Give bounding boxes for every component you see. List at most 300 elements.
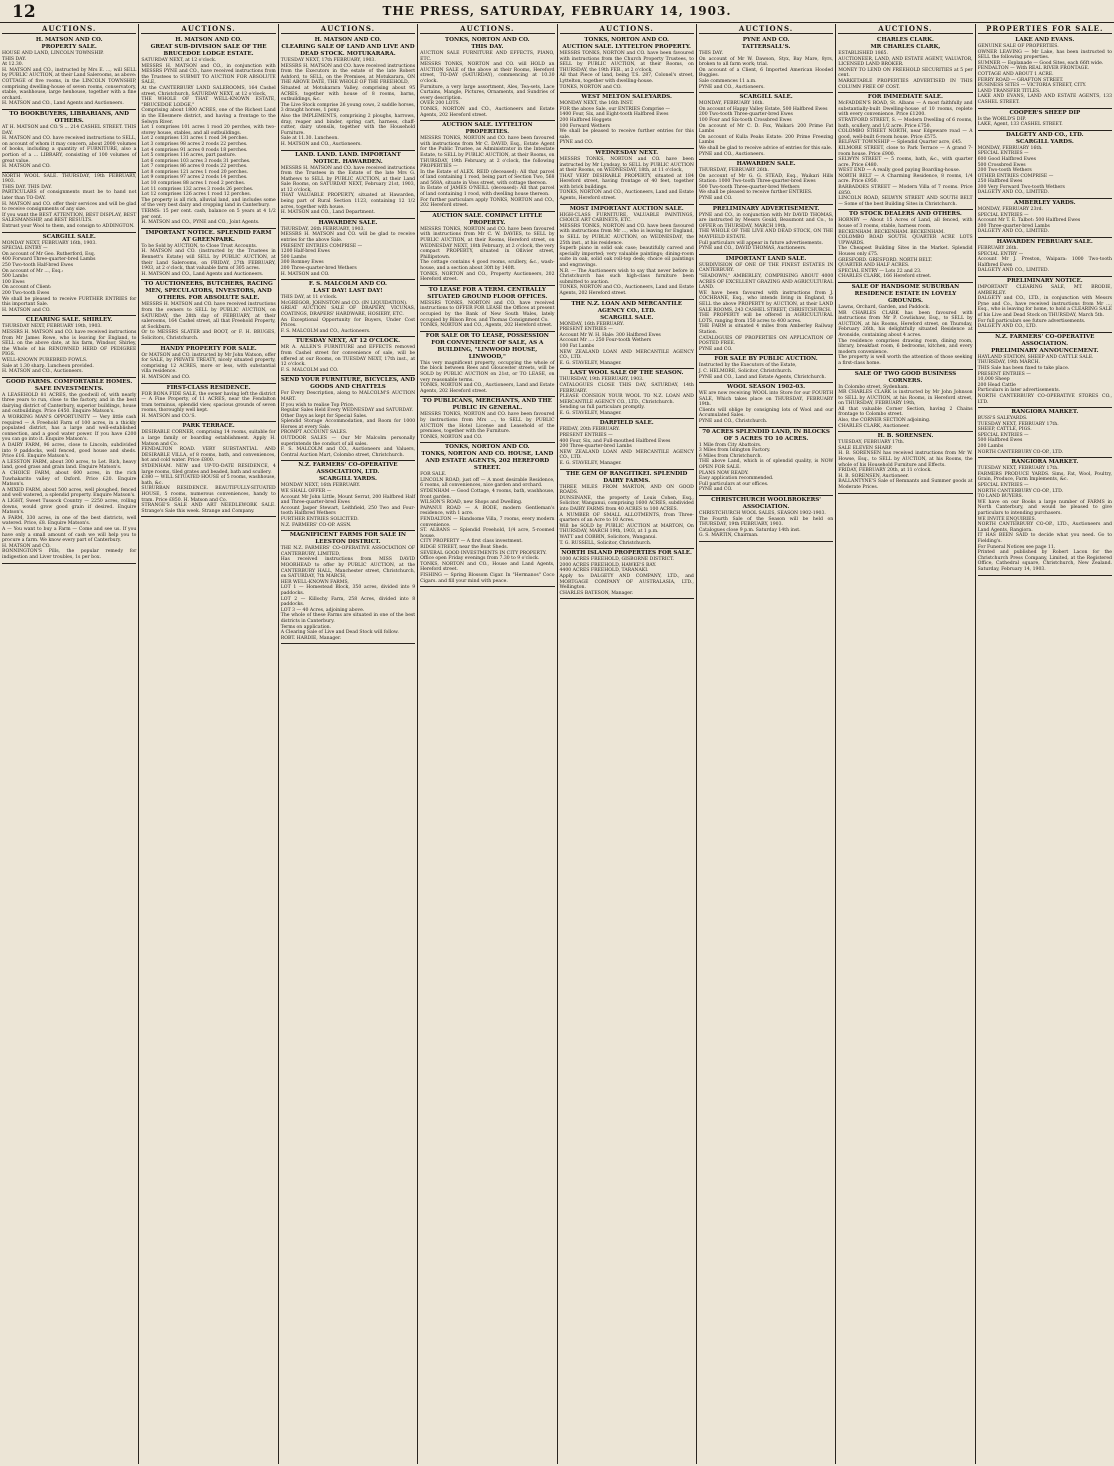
ad-title: LAND. LAND. LAND. IMPORTANT NOTICE. HAWARDEN.: [295, 151, 401, 165]
ad-text-line: PRESENT ENTRIES —: [559, 327, 613, 333]
ad-text-line: Also the IMPLEMENTS, comprising 2 ploughs, harrows, dray, reaper and binder, spring cart, harness, chaff-cutter, dairy utensils, together with the Household Furniture.: [280, 113, 416, 136]
column-heading: PROPERTIES FOR SALE.: [978, 24, 1112, 34]
ad-text-line: £380 — WILL SITUATED HOUSE of 5 rooms, washhouse, bath, &c.: [141, 475, 276, 486]
ad-text-line: DUNSINANE, the property of Louis Cohen, Esq., Solicitor, Wanganui, comprising 1600 ACRES, subdivided into DAIRY FARMS from 40 ACRES to 100 ACRES.: [559, 495, 694, 512]
ad-firm-name: F. S. MALCOLM AND CO.: [308, 281, 387, 288]
ad-text-line: AT H. MATSON and CO.'S ... 214 CASHEL STREET. THIS DAY.: [2, 124, 137, 136]
ad-text-line: THREE MILES FROM MARTON, AND ON GOOD ROADS.: [559, 484, 694, 496]
advertisement: [699, 36, 833, 93]
ad-text-line: IT HAS BEEN SAID to decide what you need. Go to Fielding's.: [977, 533, 1112, 544]
ad-title: HAWARDEN FEBRUARY SALE.: [996, 239, 1093, 246]
ad-text-line: TERMS: 15 per cent. cash, balance on 5 years at 4 1/2 per cent.: [141, 209, 276, 220]
ad-text-line: PYNE and CO.: [698, 196, 733, 202]
ad-text-line: Lot 9 comprises 97 acres 2 roods 14 perches.: [141, 175, 248, 181]
ad-text-line: THE FARM is situated 4 miles from Amberley Railway Station.: [698, 324, 834, 335]
ad-title: SCARGILL YARDS.: [1015, 138, 1074, 145]
ad-text-line: Sale commences 11 a.m.: [698, 78, 757, 84]
ad-text-line: TONKS, NORTON and CO., House and Land Agents, Hereford street.: [420, 561, 555, 573]
ad-text-line: FOR SALE.: [420, 472, 447, 478]
ad-title: LAST WOOL SALE OF THE SEASON.: [569, 370, 684, 377]
ad-text-line: 400 Four, Six, and Full-mouthed Halfbred Ewes: [559, 438, 671, 444]
ad-text-line: 300 Very Forward Two-tooth Wethers: [977, 184, 1065, 190]
ad-text-line: All that valuable Corner Section, having 2 Chains frontage to Colombo street.: [838, 406, 973, 418]
ad-text-line: HORNBY — About 15 Acres of Land, all fenced, with house of 3 rooms, stable, harness room.: [838, 218, 973, 230]
ad-title: SCARGILL SALE.: [739, 94, 793, 101]
ad-text-line: THE PROPERTY will be offered in AGRICULTURAL LOTS, ranging from 150 acres to 400 acres.: [698, 313, 834, 324]
ad-text-line: MESSRS TONKS, NORTON and CO. have been instructed by Mr Lyndsay, to SELL by PUBLIC AUCTION at their Rooms, on WEDNESDAY, 18th, at 11 o'clock,: [559, 156, 694, 174]
ad-text-line: WE SHALL OFFER —: [280, 489, 332, 495]
ad-text-line: SYDENHAM. NEW and UP-TO-DATE RESIDENCE, 4 large rooms, tiled grates and beaded, bath and scullery.: [141, 464, 276, 475]
ad-text-line: PYNE and CO., Christchurch.: [698, 419, 768, 425]
ad-text-line: MONDAY NEXT, the 16th INST.: [559, 101, 634, 107]
ad-text-line: H. MATSON and CO., Land Agents and Auctioneers.: [2, 101, 124, 107]
ad-text-line: PYNE and CO.: [559, 140, 594, 146]
ad-text-line: MONEY TO LEND ON FREEHOLD SECURITIES at 5 per cent.: [838, 67, 973, 79]
ad-text-line: MESSRS H. MATSON and CO. have received instructions from the Trustees in the Estate of the late Mrs G. Mathews to SELL by PUBLIC AUCTION, at their Land Sale Rooms, on SATURDAY NEXT, February 21st, 1903, at 12 o'clock,: [280, 165, 416, 193]
ad-text-line: Other Days as kept for Special Sales.: [280, 413, 368, 419]
advertisement: [978, 408, 1112, 458]
ad-text-line: On account of Happy Valley Estate, 500 Halfbred Ewes: [698, 106, 828, 112]
ad-text-line: THIS Sale has been fixed to take place.: [977, 365, 1070, 371]
ad-text-line: CITY PROPERTY — A first class investment.: [420, 539, 523, 545]
ad-text-line: MESSRS H. MATSON and CO. have received instructions from the owners to SELL by PUBLIC AUCTION, on SATURDAY, the 28th day of FEBRUARY, at their salerooms, 164 Cashel street, all that Freehold Property, at Sockburn.: [141, 302, 276, 330]
ad-text-line: TONKS, NORTON and CO., Property Auctioneers, 202 Hereford street.: [420, 271, 555, 283]
ad-text-line: For Funeral Notices see page 11.: [977, 544, 1056, 550]
ad-text-line: Or to MESSRS SLATER and BOOT, or F. H. BRUGES, Solicitors, Christchurch.: [141, 330, 276, 341]
ad-firm-name: TONKS, NORTON AND CO.: [445, 37, 530, 43]
advertisement: [560, 419, 694, 469]
ad-text-line: SALE ELEVEN SHARP.: [838, 445, 893, 451]
ad-text-line: 3 Miles from Islington Factory.: [698, 448, 771, 454]
advertisement: [978, 109, 1112, 131]
ad-text-line: Lot 4 comprises 91 acres 0 roods 18 perches.: [141, 147, 248, 153]
ad-text-line: BUSINESS SITES — VICTORIA STREET, CITY.: [977, 83, 1087, 89]
ad-text-line: CATALOGUES CLOSE THIS DAY, SATURDAY, 14th FEBRUARY.: [559, 382, 694, 394]
ad-text-line: PLANS NOW READY.: [698, 470, 749, 476]
ad-text-line: LOT 3 — 40 Acres, adjoining above.: [280, 607, 365, 613]
ad-title: SEND YOUR FURNITURE, BICYCLES, AND GOODS AND CHATTELS: [280, 377, 415, 391]
ad-text-line: SUMNER — Esplanade — Good Sites, each 66ft wide.: [977, 60, 1104, 66]
advertisement: [420, 443, 554, 587]
advertisement: [281, 461, 415, 531]
ad-text-line: A Clearing Sale of Live and Dead Stock will follow.: [280, 630, 399, 636]
ad-title: TUESDAY NEXT, AT 12 O'CLOCK.: [295, 338, 401, 345]
ad-text-line: MESSRS H. MATSON and CO. will be glad to receive entries for the above Sale.: [280, 232, 416, 244]
ad-text-line: THURSDAY, FEBRUARY 26th.: [698, 168, 769, 174]
ad-text-line: In Estate of JAMES O'NEILL (deceased): All that parcel of land containing 1 rood, with dwelling house thereon.: [420, 186, 555, 198]
ad-text-line: FENDALTON — With REAL RIVER FRONTAGE.: [977, 66, 1090, 72]
column-heading: AUCTIONS.: [141, 24, 275, 34]
ad-firm-name: TONKS, NORTON AND CO.: [445, 444, 530, 451]
ad-text-line: SPECIAL ENTRIES —: [977, 432, 1029, 438]
ad-text-line: Lawns, Orchard, Garden, and Paddock.: [838, 304, 930, 310]
ad-text-line: Situated at Motukarara Valley, comprising about 95 ACRES, together with house of 8 rooms, barns, outbuildings, &c.: [280, 85, 416, 103]
ad-text-line: SPECIAL ENTRIES —: [977, 151, 1029, 157]
ad-text-line: MESSRS H. MATSON and CO. have received instructions from Mr James Rowe, who is leaving for England, to SELL on the above date, at his farm, Windsor, Shirley, the Whole of his RENOWNED HERD OF PEDIGREE PIGS.: [2, 329, 137, 358]
ad-text-line: Furniture, a very large assortment, Ales, Tea-sets, Lace Curtains, Mangle, Pictures, Ornaments, and Sundries of every description.: [420, 84, 555, 101]
ad-text-line: THE WHOLE OF THE LIVE AND DEAD STOCK, ON THE MAYFIELD ESTATE.: [698, 229, 834, 241]
ad-text-line: OUTDOOR SALES — Our Mr Malcolm personally superintends the conduct of all sales.: [280, 436, 416, 447]
ad-text-line: The cottage contains 4 good rooms, scullery, &c., wash-house, and a section about 30ft by 140ft.: [420, 260, 555, 271]
column-heading: AUCTIONS.: [838, 24, 972, 34]
ad-text-line: On account of Kulla Peaks Estate: 200 Prime Freezing Lambs: [698, 134, 834, 146]
ad-text-line: This very magnificent property, occupying the whole of the block between Rees and Gloucester streets, will be SOLD by PUBLIC AUCTION on 21st, or TO LEASE, on very reasonable terms.: [420, 360, 555, 383]
ad-text-line: MONDAY, 16th FEBRUARY.: [559, 321, 624, 327]
advertisement: [2, 110, 136, 173]
ad-text-line: Lot 5 comprises 116 acres, part pasture.: [141, 153, 237, 159]
ad-text-line: Lot 2 comprises 131 acres 1 rood 34 perches.: [141, 136, 249, 142]
ad-title: TATTERSALL'S.: [741, 44, 791, 50]
ad-text-line: A MIXED FARM, about 500 acres, well ploughed, fenced and well watered, a splendid property. Enquire Matson's.: [2, 487, 137, 499]
ad-title: NORTH ISLAND PROPERTIES FOR SALE.: [561, 550, 692, 557]
column-7: [836, 24, 975, 1464]
ad-title: FOR SALE BY PUBLIC AUCTION.: [714, 356, 818, 363]
ad-text-line: FURTHER ENTRIES SOLICITED.: [280, 517, 359, 522]
ad-text-line: The residence comprises drawing room, dining room, library, breakfast room, 6 bedrooms, kitchen, and every modern convenience.: [838, 338, 973, 355]
ad-title: WOOL SEASON 1902-03.: [726, 384, 806, 391]
ad-text-line: On account of a Client, 6 Imported American Hooded Buggies.: [698, 67, 834, 79]
ad-text-line: MR A. ALLEN'S FURNITURE and EFFECTS removed from Cashel street for convenience of sale, will be offered at our Rooms, on TUESDAY NEXT, 17th inst., at 12 o'clock.: [280, 345, 416, 368]
page-number: 12: [12, 2, 36, 22]
ad-text-line: Entrust your Wool to them, and consign to ADDINGTON.: [2, 224, 135, 230]
column-8: [976, 24, 1114, 1464]
ad-title: FOR IMMEDIATE SALE.: [867, 94, 943, 101]
advertisement: [978, 333, 1112, 408]
ad-text-line: N.B. — The Auctioneers wish to say that never before in Christchurch has such high-class furniture been submitted to auction.: [559, 268, 694, 285]
ad-text-line: Regular Sales Held Every WEDNESDAY and SATURDAY.: [280, 408, 414, 414]
ad-text-line: IMPORTANT CLEARING SALE, MT. BRODIE, AMBERLEY.: [977, 285, 1112, 296]
ad-text-line: G. S. MARTIN, Chairman.: [698, 533, 759, 539]
ad-text-line: GREAT AUCTION SALE OF DRAPERY, VICUNAS, COATINGS, DRAPERS' HARDWARE, HOSIERY, ETC.: [280, 306, 416, 317]
ad-text-line: WEST END — A really good paying Boarding-house.: [838, 168, 961, 174]
advertisement: [978, 238, 1112, 277]
ad-text-line: MESSRS TONKS, NORTON and CO. will HOLD an AUCTION SALE of the above at their Rooms, Hereford street, TO-DAY (SATURDAY), commencing at 10.30 o'clock.: [420, 62, 555, 84]
ad-text-line: OWNER LEAVING — Mr Lake, has been instructed to SELL the following properties.: [977, 49, 1112, 61]
ad-text-line: THIS DAY. THIS DAY.: [2, 184, 52, 190]
advertisement: [838, 93, 972, 210]
ad-title: LAST DAY! LAST DAY!: [313, 288, 383, 295]
ad-text-line: 500 Lambs: [2, 274, 28, 280]
newspaper-title: THE PRESS, SATURDAY, FEBRUARY 14, 1903.: [382, 4, 732, 18]
ad-title: WEST MELTON SALEYARDS.: [581, 94, 672, 101]
ad-title: AMBERLEY YARDS.: [1014, 200, 1076, 207]
advertisement: [699, 496, 833, 542]
ad-firm-name: CHARLES CLARK.: [876, 37, 934, 43]
ad-text-line: PRESENT ENTRIES —: [559, 433, 613, 439]
advertisement: [2, 378, 136, 564]
ad-text-line: The Live Stock comprise 26 young cows, 2 saddle horses, 3 draught horses, 1 pony.: [280, 102, 416, 114]
ad-text-line: In the Estate of ALEX. REID (deceased): All that parcel of land containing 1 rood, being part of Section Two, 568 and 568A, situate in Voss street, with cottage thereon.: [420, 169, 555, 186]
ad-text-line: J. C. HELMORE, Solicitor, Christchurch.: [698, 368, 793, 374]
ad-title: PROPERTY SALE.: [41, 44, 97, 50]
ad-text-line: Lot 7 comprises 86 acres 0 roods 22 perches.: [141, 164, 248, 170]
advertisement: [420, 121, 554, 212]
advertisement: [141, 280, 275, 344]
ad-text-line: ROBT. HARDIE, Manager.: [280, 635, 342, 641]
ad-text-line: TONKS, NORTON and CO., Agents, 202 Hereford street.: [420, 323, 553, 329]
ad-text-line: Superb piano in solid oak case; beautifully carved and specially imported; very valuable paintings; dining-room suite in oak, solid oak roll-top desk; choice oil paintings and engravings.: [559, 246, 694, 268]
ad-text-line: SPECIAL ENTRY —: [977, 251, 1024, 257]
advertisement: [420, 332, 554, 398]
ad-text-line: H. MATSON and CO., Auctioneers.: [2, 369, 83, 375]
ad-text-line: TONKS, NORTON and CO.: [420, 434, 483, 440]
ad-text-line: 300 Romney Ewes: [280, 260, 324, 266]
ad-text-line: Also, the CORNER SECTION adjoining.: [838, 418, 931, 424]
ad-text-line: A LEASEHOLD 81 ACRES, the goodwill of, with nearly three years to run, close to the factory, and in the best dairying district of Canterbury, superior buildings, house and outbuildings. Price £450. Enquire Matson's.: [2, 392, 137, 415]
ad-text-line: E. G. STAVELEY, Manager.: [559, 360, 622, 366]
ad-text-line: To be Sold by AUCTION, to Close Trust Accounts.: [141, 243, 258, 249]
ad-text-line: MESSRS TONKS, NORTON and CO. have been favoured with instructions from the Church Property Trustees, to SELL by PUBLIC AUCTION, at their Rooms, on THURSDAY, the 19th FEB., at 2 o'clock,: [559, 51, 694, 73]
ad-text-line: MONDAY, FEBRUARY 23rd.: [977, 207, 1043, 213]
ad-text-line: RIDGE STREET, near the Boat Sheds.: [420, 545, 509, 550]
ad-title: TO LEASE FOR A TERM. CENTRALLY SITUATED GROUND FLOOR OFFICES.: [427, 286, 548, 300]
advertisement: [141, 384, 275, 423]
ad-text-line: PRESENT ENTRIES COMPRISE —: [280, 243, 363, 249]
column-heading: AUCTIONS.: [2, 24, 136, 34]
ad-text-line: Lot 8 comprises 121 acres 1 rood 20 perches.: [141, 169, 249, 175]
ad-title: HAWARDEN SALE.: [736, 161, 796, 168]
ad-text-line: SYDENHAM — Good Cottage, 4 rooms, bath, washhouse, front garden.: [420, 489, 555, 500]
advertisement: [141, 229, 275, 281]
ad-text-line: PYNE and CO., Auctioneers.: [698, 84, 765, 90]
ad-text-line: 1200 Half-bred Ewes: [280, 249, 330, 255]
ad-text-line: H. MATSON and CO.: [280, 271, 330, 277]
ad-text-line: For full particulars see future advertisements.: [977, 318, 1086, 324]
column-heading: AUCTIONS.: [281, 24, 415, 34]
ad-text-line: Account Mr T. E. Talbot: 500 Halfbred Ewes: [977, 218, 1081, 224]
ad-text-line: MONDAY NEXT, FEBRUARY 16th, 1903.: [2, 240, 97, 246]
ad-text-line: 1000 ACRES FREEHOLD, GISBORNE DISTRICT.: [559, 557, 675, 563]
ad-text-line: Comprising about 1800 ACRES, one of the Richest Land in the Ellesmere district, and having a frontage to the Selwyn River.: [141, 108, 276, 125]
ad-text-line: MESSRS TONKS, NORTON and CO. have been favoured with instructions from Mr C. DAVID, Esq., Estate Agent for the Public Trustee, as Administrator in the Intestate Estate, to SELL by PUBLIC AUCTION, at their Rooms, on THURSDAY, 19th February, at 2 o'clock, the following PROPERTIES —: [420, 136, 555, 170]
ad-text-line: BUSS'S SALEYARDS.: [977, 416, 1028, 422]
ad-text-line: STRATFORD STREET, S. — Modern Dwelling of 6 rooms, bath, scullery, and 1/2 acre. Price £750.: [838, 117, 973, 129]
ad-text-line: MESSRS H. MATSON and CO. have received instructions from the Executors in the estate of the late Robert Ashford, to SELL, on the Premises, at Motukarara, ON THE ABOVE DATE, THE WHOLE OF THE FREEHOLD,: [280, 63, 416, 86]
ad-text-line: Lot 10 comprises 88 acres 1 rood 2 perches.: [141, 181, 246, 187]
ad-title: 70 ACRES SPLENDID LAND, IN BLOCKS OF 5 ACRES TO 10 ACRES.: [702, 428, 830, 442]
advertisement: [978, 131, 1112, 199]
ad-text-line: 200 Two-tooth Wethers: [977, 168, 1032, 174]
ad-text-line: TONKS, NORTON and CO., Auctioneers, Land and Estate Agents, 202 Hereford street.: [420, 383, 555, 394]
ad-text-line: MESSRS TONKS, NORTON and CO. have been favoured with instructions from Mr ..., who is leaving for England, to SELL by PUBLIC AUCTION, on WEDNESDAY, the 25th inst., at his residence.: [559, 223, 694, 246]
ad-text-line: NEW ZEALAND LOAN AND MERCANTILE AGENCY CO., LTD.: [559, 449, 694, 461]
ad-text-line: FEBRUARY 26th.: [977, 246, 1018, 252]
advertisement: [699, 355, 833, 383]
ad-text-line: 100 Forward Wethers: [559, 123, 611, 129]
ad-text-line: TUESDAY NEXT, FEBRUARY 17th.: [977, 466, 1059, 472]
ad-text-line: SUBDIVISION OF ONE OF THE FINEST ESTATES IN CANTERBURY.: [698, 262, 834, 274]
advertisement: [560, 369, 694, 419]
ad-text-line: ST. ALBANS — Splendid Freehold, 1/4 acre, 5-roomed house.: [420, 528, 555, 539]
ad-text-line: 200 Three-quarter-bred Lambs: [977, 223, 1050, 229]
ad-text-line: DALGETY AND CO., LIMITED.: [977, 268, 1049, 274]
ad-text-line: SELWYN STREET — 5 rooms, bath, &c., with quarter acre. Price £480.: [838, 157, 973, 168]
advertisement: [281, 151, 415, 219]
advertisement: [281, 280, 415, 337]
ad-text-line: Particulars in later advertisements.: [977, 388, 1061, 394]
ad-title: GREAT SUB-DIVISION SALE OF THE BRUCEDOE LODGE ESTATE.: [150, 44, 267, 57]
ad-text-line: PRESENT ENTRIES —: [977, 371, 1031, 377]
ad-text-line: McGREGOR, JOHNSTON and CO. (IN LIQUIDATION).: [280, 300, 408, 306]
ad-text-line: MESSRS TONKS, NORTON and CO. have been favoured by instructions from Mrs ..., to SELL by PUBLIC AUCTION the Hotel License and Leasehold of the premises, together with the Furniture.: [420, 412, 555, 435]
ad-title: WEDNESDAY NEXT.: [595, 149, 659, 156]
ad-text-line: HIGH-CLASS FURNITURE, VALUABLE PAINTINGS, CHOICE ART CABINETS, ETC.: [559, 212, 694, 224]
ad-text-line: WATT and COBBIN, Solicitors, Wanganui.: [559, 534, 657, 540]
ad-text-line: BALLANTYNE'S Sale of Remnants and Summer goods at Moderate Prices.: [838, 479, 973, 490]
ad-text-line: F. S. MALCOLM and CO.: [280, 367, 339, 373]
column-4: [418, 24, 557, 1464]
ad-title: TO BOOKBUYERS, LIBRARIANS, AND OTHERS.: [9, 110, 130, 124]
ad-text-line: 4400 ACRES FREEHOLD, TARANAKI.: [559, 568, 649, 574]
ad-title: SALE OF TWO GOOD BUSINESS CORNERS.: [854, 370, 957, 384]
ad-text-line: AUCTION SALE FURNITURE AND EFFECTS, PIANO, ETC.: [420, 51, 555, 62]
ad-text-line: The Cheapest Building Sites in the Market. Splendid Houses only £75.: [838, 246, 973, 257]
advertisement: [560, 470, 694, 550]
advertisement: [699, 255, 833, 356]
ad-text-line: H. MATSON and CO.'S.: [141, 413, 196, 419]
ad-text-line: DALGETY and CO., LTD., in conjunction with Messrs Pyne and Co., have received instructions from Mr ..., Esq., who is leaving for home, to hold a CLEARING SALE of his Live and Dead Stock on THURSDAY, March 5th.: [977, 296, 1112, 318]
ad-text-line: Account Mr ...: 250 Four-tooth Wethers: [559, 338, 652, 344]
ad-title: CLEARING SALE OF LAND AND LIVE AND DEAD STOCK. MOTUKARARA.: [281, 44, 415, 57]
ad-text-line: 600 Good Halfbred Ewes: [977, 156, 1036, 162]
column-5: [558, 24, 697, 1464]
advertisement: [420, 212, 554, 286]
ad-text-line: Has received instructions from MISS DAVID MOORHEAD to offer by PUBLIC AUCTION, at the CANTERBURY HALL, Manchester street, Christchurch, on SATURDAY, 7th MARCH,: [280, 557, 416, 580]
ad-title: THE GEM OF RANGITIKEI. SPLENDID DAIRY FARMS.: [565, 470, 688, 484]
ad-text-line: The whole of these Farms are situated in one of the best districts in Canterbury.: [280, 613, 416, 624]
ad-title: PRELIMINARY ADVERTISEMENT.: [712, 205, 820, 212]
ad-text-line: LAKE, Agent, 133 CASHEL STREET.: [977, 122, 1063, 128]
ad-text-line: WE INVITE ENQUIRIES.: [977, 516, 1036, 522]
ad-text-line: 6 Miles from Christchurch.: [698, 453, 762, 459]
advertisement: [281, 36, 415, 151]
ad-text-line: H. MATSON and CO. have received instructions to SELL, on account of whom it may concern, about 2000 volumes of books, including a quantity of FURNITURE, also a portion of a ... LIBRARY, consisting of 100 volumes of great value.: [2, 136, 137, 164]
ad-text-line: FISHING — Spring Blossom Cigar. In "Hermanos" Coco Cigars. and fill your mind with peace.: [420, 572, 555, 584]
ad-text-line: PAPANUI ROAD — A BODE, modern Gentleman's residence, with 1 acre.: [420, 505, 555, 517]
ad-text-line: HOUSE AND LAND, LINCOLN TOWNSHIP.: [2, 51, 104, 56]
ad-text-line: H. MATSON and CO.: [2, 307, 51, 313]
ad-text-line: AUCTIONEER, LAND, AND ESTATE AGENT, VALUATOR, LICENSED LAND BROKER.: [838, 56, 973, 68]
ad-text-line: All that Piece of land, being T.S. 287, Colonel's street, Lyttelton, together with dwelling-house.: [559, 73, 694, 84]
ad-title: THIS DAY.: [471, 44, 504, 50]
ad-text-line: 500 Crossbred Ewes: [977, 162, 1026, 168]
ad-title: FOR SALE OR TO LEASE, POSSESSION FOR CONVENIENCE OF SALE, AS A BUILDING, "LINWOOD HOUSE, LINWOOD,": [425, 332, 549, 360]
ad-title: MOST IMPORTANT AUCTION SALE.: [569, 205, 684, 212]
ad-text-line: H. MATSON and CO.: [141, 374, 191, 380]
ad-title: SCARGILL SALE.: [600, 314, 654, 321]
ad-text-line: 1400 Four, Six, and Eight-tooth Halfbred Ewes: [559, 112, 669, 118]
ad-firm-name: H. MATSON AND CO.: [35, 37, 103, 43]
advertisement: [699, 93, 833, 160]
ad-text-line: 400 Forward Three-quarter-bred Lambs: [2, 257, 96, 263]
ad-text-line: THIS DAY.: [2, 56, 27, 62]
ad-text-line: LINCOLN ROAD, SELWYN STREET AND SOUTH BELT — Some of the best Building Sites in Christchurch.: [838, 196, 973, 207]
ad-text-line: OVER 200 LOTS.: [420, 101, 460, 107]
ad-text-line: H. MATSON and CO., instructed by Mrs E. ..., will SELL by PUBLIC AUCTION, at their Land Salerooms, as above: COTTAGE of five rooms, in the LINCOLN TOWNSHIP, comprising dwelling-house of seven rooms, conservatory, stable, washhouse, large henhouse, together with a fine orchard.: [2, 67, 137, 101]
ad-text-line: MARKETABLE PROPERTIES ADVERTISED IN THIS COLUMN FREE OF COST.: [838, 78, 973, 90]
ad-text-line: NORTH CANTERBURY CO-OP., LTD.: [977, 488, 1064, 494]
ad-text-line: OTHER ENTRIES COMPRISE —: [977, 173, 1054, 179]
ad-text-line: THAT VERY DESIRABLE PROPERTY, situated at 184 Hereford street, having frontage of 40 feet, together with brick buildings.: [559, 173, 694, 190]
advertisement: [560, 149, 694, 205]
ad-text-line: N.Z. FARMERS' CO-OP. ASSN.: [280, 522, 352, 528]
advertisement: [699, 160, 833, 205]
ad-text-line: Lot 3 comprises 98 acres 2 roods 22 perches.: [141, 141, 248, 147]
ad-text-line: Lot 1 comprises 101 acres 1 rood 20 perches, with two-storey house, stables, and all outbuildings.: [141, 125, 276, 136]
ad-text-line: For Every Description, along to MALCOLM'S AUCTION MART.: [280, 391, 416, 402]
ad-text-line: 200 Two-tooth Ewes: [2, 290, 50, 296]
ad-text-line: If you want the BEST ATTENTION, BEST DISPLAY, BEST SALESMANSHIP, and BEST RESULTS.: [2, 212, 137, 224]
ad-title: SCARGILL YARDS.: [318, 476, 377, 483]
ad-text-line: At the CANTERBURY LAND SALEROOMS, 164 Cashel street, Christchurch, SATURDAY NEXT, at 12 o'clock,: [141, 85, 276, 97]
ad-text-line: On account of Mr W. Dawson, Styx, Bay Mare, 8yrs, broken to all farm work; trial.: [698, 56, 834, 68]
ad-text-line: SPECIAL ENTRIES —: [977, 212, 1029, 218]
ad-text-line: NEW ZEALAND LOAN AND MERCANTILE AGENCY CO., LTD.: [559, 349, 694, 361]
ad-text-line: F. S. MALCOLM and CO., Auctioneers.: [280, 328, 371, 334]
ad-text-line: NORTH BELT — A Charming Residence, 8 rooms, 1/4 acre. Price £950.: [838, 173, 973, 185]
ad-text-line: Will be SOLD by PUBLIC AUCTION at MARTON, On THURSDAY, MARCH 19th, 1903, at 1 p.m.: [559, 523, 694, 535]
ad-title: SALE OF HANDSOME SUBURBAN RESIDENCE ESTATE IN LOVELY GROUNDS.: [851, 283, 960, 304]
ad-text-line: BARBADOES STREET — Modern Villa of 7 rooms. Price £850.: [838, 185, 973, 196]
ad-text-line: On account of Mr C. D. Fox, Waikari: 200 Prime Fat Lambs: [698, 123, 834, 135]
ad-text-line: THE N.Z. FARMERS' CO-OPERATIVE ASSOCIATION OF CANTERBURY, LIMITED,: [280, 546, 416, 557]
ad-title: PRELIMINARY ANNOUNCEMENT.: [991, 347, 1099, 354]
ad-text-line: H. MATSON and CO., Land Agents and Auctioneers.: [141, 271, 264, 277]
ad-text-line: H. MATSON and CO., Auctioneers.: [280, 141, 362, 147]
ad-title: TONKS, NORTON AND CO. HOUSE, LAND AND ESTATE AGENTS, 202 HEREFORD STREET.: [421, 451, 554, 472]
ad-title: TO PUBLICANS, MERCHANTS, AND THE PUBLIC IN GENERAL.: [422, 398, 552, 412]
ad-text-line: TUESDAY NEXT, FEBRUARY 17th.: [977, 421, 1059, 427]
ad-text-line: SEVERAL GOOD INVESTMENTS IN CITY PROPERTY.: [420, 550, 547, 556]
advertisement: [281, 376, 415, 461]
ad-title: CLEARING SALE. SHIRLEY.: [25, 317, 113, 324]
ad-text-line: A NUMBER OF SMALL ALLOTMENTS, from Three-quarters of an Acre to 10 Acres.: [559, 512, 694, 524]
ad-text-line: FERRY ROAD — GRAFTON STREET.: [977, 77, 1064, 83]
ad-title: DARFIELD SALE.: [599, 420, 654, 427]
ad-text-line: On account of Client:: [2, 285, 52, 291]
ad-firm-name: N.Z. FARMERS' CO-OPERATIVE ASSOCIATION.: [995, 333, 1095, 347]
ad-text-line: FENDALTON ROAD. VERY SUBSTANTIAL AND DESIRABLE VILLA, of 8 rooms, bath, and conveniences, hot and cold water. Price £800.: [141, 447, 276, 464]
column-1: [0, 24, 139, 1464]
ad-text-line: 200 Head Cattle: [977, 382, 1016, 388]
ad-text-line: BELFAST TOWNSHIP — Splendid Quarter acre, £45.: [838, 140, 963, 146]
ad-text-line: HER WELL-KNOWN FARMS,: [280, 579, 349, 585]
ad-text-line: The Fourth Sale of the Season will be held on THURSDAY, 19th FEBRUARY, 1903.: [698, 516, 834, 528]
ad-text-line: GENUINE SALE OF PROPERTIES.: [977, 44, 1059, 49]
ad-text-line: MR CHARLES CLARK has been favoured with instructions from Mr P. Cowlishaw, Esq., to SELL by AUCTION, at his Rooms, Hereford street, on Thursday, February 26th, his delightfully situated Residence at Avonside, containing about 4 acres.: [838, 310, 973, 338]
ad-text-line: THIS DAY, at 11 o'clock.: [280, 295, 338, 301]
ad-text-line: TONKS, NORTON and CO., Auctioneers and Estate Agents, 202 Hereford street.: [420, 106, 555, 118]
ad-text-line: Lot 12 comprises 126 acres 1 rood 12 perches.: [141, 192, 252, 198]
ad-text-line: SPECIAL ENTRIES —: [977, 483, 1029, 489]
ad-text-line: McFADDEN'S ROAD, St. Albans — A most faithfully and substantially-built Dwelling-house of 10 rooms, replete with every convenience. Price £1200.: [838, 101, 973, 118]
ad-text-line: WE have been favoured with instructions from J. COCHRANE, Esq., who intends living in England, to SELL the above PROPERTY by AUCTION, at their LAND SALE ROOMS, 243 CASHEL STREET, CHRISTCHURCH.: [698, 290, 834, 313]
advertisement: [281, 531, 415, 644]
ad-text-line: Apply to: DALGETY AND COMPANY, LTD., and MORTGAGE COMPANY OF AUSTRALASIA, LTD., Wellington.: [559, 573, 694, 591]
ad-text-line: THAT VALUABLE PROPERTY, situated at Hawarden, being part of Rural Section 1123, containing 12 1/2 acres, together with house.: [280, 193, 416, 210]
ad-text-line: Catalogues close 9 p.m. Saturday 14th inst.: [698, 527, 801, 533]
advertisement: [838, 370, 972, 433]
ad-text-line: KILMORE STREET, close to Park Terrace — A grand 7-room house. Price £900.: [838, 145, 973, 157]
ad-text-line: FOR the above Sale, our ENTRIES Comprise —: [559, 106, 670, 112]
ad-text-line: Terms on application.: [280, 624, 332, 630]
ad-text-line: H. MATSON and CO. offer their services and will be glad to receive consignments of any size.: [2, 201, 137, 213]
ad-title: COOPER'S SHEEP DIP: [1009, 109, 1081, 116]
ad-text-line: On account of Mr Geo. Rutherford, Esq.: [2, 251, 96, 257]
ad-text-line: On account of Mr G. G. STEAD, Esq., Waikari Hills Station: 1000 Two-tooth Three-quarter-bred Ewes: [698, 173, 834, 185]
ad-title: PARK TERRACE.: [182, 423, 235, 430]
ad-title: AUCTION SALE. LYTTELTON PROPERTIES.: [442, 122, 533, 136]
